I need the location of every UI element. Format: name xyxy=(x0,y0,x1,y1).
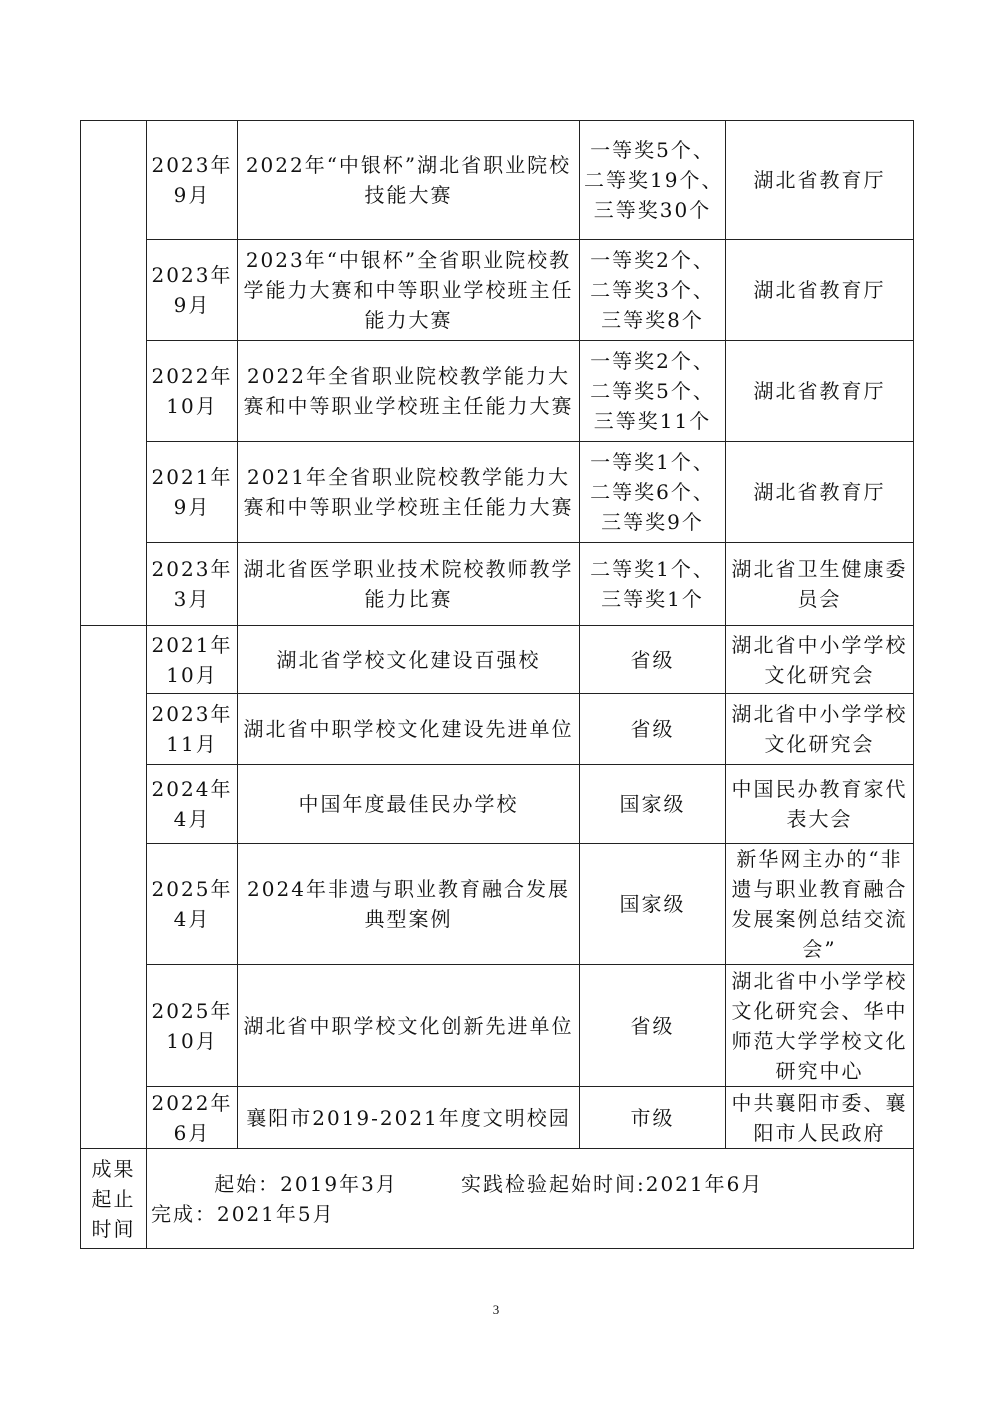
result-line: 国家级 xyxy=(619,792,686,816)
page-number: 3 xyxy=(492,1302,500,1317)
time-cell xyxy=(147,765,238,844)
result-cell xyxy=(580,694,726,765)
footer-row xyxy=(81,1149,914,1249)
time-year: 2023年 xyxy=(151,153,233,177)
time-month: 10月 xyxy=(166,1028,218,1053)
result-line: 二等奖5个、 xyxy=(590,379,715,403)
result-line: 一等奖2个、 xyxy=(590,248,715,272)
table-row xyxy=(81,765,914,844)
result-line: 三等奖1个 xyxy=(601,587,704,611)
result-line: 一等奖5个、 xyxy=(590,138,715,162)
result-line: 三等奖9个 xyxy=(601,510,704,534)
result-line: 二等奖6个、 xyxy=(590,480,715,504)
issuer-cell: 湖北省中小学学校文化研究会、华中师范大学学校文化研究中心 xyxy=(726,965,914,1087)
time-month: 9月 xyxy=(173,293,211,317)
table-row xyxy=(81,694,914,765)
time-month: 9月 xyxy=(173,183,211,207)
table-row xyxy=(81,626,914,694)
result-cell xyxy=(580,341,726,442)
time-cell xyxy=(147,694,238,765)
time-month: 10月 xyxy=(166,394,218,418)
issuer-cell: 中共襄阳市委、襄阳市人民政府 xyxy=(726,1087,914,1149)
time-month: 11月 xyxy=(166,732,218,756)
result-line: 三等奖11个 xyxy=(593,409,712,433)
time-month: 6月 xyxy=(173,1120,211,1145)
result-line: 三等奖30个 xyxy=(593,198,712,222)
table-row xyxy=(81,240,914,341)
time-cell xyxy=(147,844,238,965)
footer-label-line: 起止 xyxy=(91,1186,136,1211)
award-name-cell: 2021年全省职业院校教学能力大赛和中等职业学校班主任能力大赛 xyxy=(238,442,580,543)
award-name-cell: 2022年“中银杯”湖北省职业院校技能大赛 xyxy=(238,121,580,240)
table-row xyxy=(81,543,914,626)
practice-start-time: 实践检验起始时间:2021年6月 xyxy=(461,1171,764,1196)
category-cell-competitions xyxy=(81,121,147,626)
time-cell xyxy=(147,442,238,543)
time-cell xyxy=(147,965,238,1087)
result-line: 国家级 xyxy=(619,892,686,916)
completion-time: 完成：2021年5月 xyxy=(151,1201,335,1226)
time-month: 9月 xyxy=(173,495,211,519)
result-line: 省级 xyxy=(630,1013,675,1038)
result-line: 省级 xyxy=(630,647,675,672)
footer-line-1 xyxy=(151,1169,909,1199)
awards-table-body xyxy=(81,121,914,1249)
result-cell xyxy=(580,543,726,626)
result-cell xyxy=(580,240,726,341)
time-cell xyxy=(147,543,238,626)
award-name-cell: 中国年度最佳民办学校 xyxy=(238,765,580,844)
issuer-cell: 湖北省中小学学校文化研究会 xyxy=(726,626,914,694)
result-cell xyxy=(580,121,726,240)
time-year: 2021年 xyxy=(151,632,233,657)
time-month: 10月 xyxy=(166,662,218,687)
issuer-cell: 中国民办教育家代表大会 xyxy=(726,765,914,844)
result-cell xyxy=(580,765,726,844)
award-name-cell: 2022年全省职业院校教学能力大赛和中等职业学校班主任能力大赛 xyxy=(238,341,580,442)
result-cell xyxy=(580,1087,726,1149)
time-cell xyxy=(147,240,238,341)
time-year: 2025年 xyxy=(151,998,233,1023)
time-year: 2021年 xyxy=(151,465,233,489)
time-cell xyxy=(147,121,238,240)
result-line: 市级 xyxy=(630,1105,675,1130)
time-cell xyxy=(147,341,238,442)
issuer-cell: 湖北省教育厅 xyxy=(726,121,914,240)
time-year: 2022年 xyxy=(151,364,233,388)
time-month: 3月 xyxy=(173,587,211,611)
result-line: 二等奖1个、 xyxy=(590,557,715,581)
award-name-cell: 2024年非遗与职业教育融合发展典型案例 xyxy=(238,844,580,965)
result-cell xyxy=(580,626,726,694)
result-line: 二等奖3个、 xyxy=(590,278,715,302)
awards-table xyxy=(80,120,914,1249)
time-cell xyxy=(147,626,238,694)
table-row xyxy=(81,121,914,240)
award-name-cell: 湖北省中职学校文化创新先进单位 xyxy=(238,965,580,1087)
table-row xyxy=(81,341,914,442)
footer-content-cell xyxy=(147,1149,914,1249)
time-year: 2025年 xyxy=(151,877,233,901)
result-cell xyxy=(580,442,726,543)
time-year: 2024年 xyxy=(151,777,233,801)
result-line: 一等奖1个、 xyxy=(590,450,715,474)
footer-label-line: 时间 xyxy=(91,1216,136,1241)
award-name-cell: 湖北省中职学校文化建设先进单位 xyxy=(238,694,580,765)
award-name-cell: 湖北省学校文化建设百强校 xyxy=(238,626,580,694)
issuer-cell: 湖北省中小学学校文化研究会 xyxy=(726,694,914,765)
time-month: 4月 xyxy=(173,907,211,931)
footer-label-cell xyxy=(81,1149,147,1249)
issuer-cell: 湖北省卫生健康委员会 xyxy=(726,543,914,626)
result-cell xyxy=(580,844,726,965)
result-cell xyxy=(580,965,726,1087)
table-row xyxy=(81,442,914,543)
issuer-cell: 湖北省教育厅 xyxy=(726,341,914,442)
start-time: 起始：2019年3月 xyxy=(214,1171,398,1196)
award-name-cell: 湖北省医学职业技术院校教师教学能力比赛 xyxy=(238,543,580,626)
award-name-cell: 2023年“中银杯”全省职业院校教学能力大赛和中等职业学校班主任能力大赛 xyxy=(238,240,580,341)
time-cell xyxy=(147,1087,238,1149)
table-row xyxy=(81,1087,914,1149)
time-year: 2022年 xyxy=(151,1090,233,1115)
category-cell-honors xyxy=(81,626,147,1149)
result-line: 二等奖19个、 xyxy=(584,168,724,192)
time-year: 2023年 xyxy=(151,702,233,726)
issuer-cell: 新华网主办的“非遗与职业教育融合发展案例总结交流会” xyxy=(726,844,914,965)
time-month: 4月 xyxy=(173,807,211,831)
issuer-cell: 湖北省教育厅 xyxy=(726,442,914,543)
result-line: 省级 xyxy=(630,717,675,741)
time-year: 2023年 xyxy=(151,557,233,581)
result-line: 三等奖8个 xyxy=(601,308,704,332)
result-line: 一等奖2个、 xyxy=(590,349,715,373)
award-name-cell: 襄阳市2019-2021年度文明校园 xyxy=(238,1087,580,1149)
table-row xyxy=(81,965,914,1087)
issuer-cell: 湖北省教育厅 xyxy=(726,240,914,341)
time-year: 2023年 xyxy=(151,263,233,287)
footer-label-line: 成果 xyxy=(91,1156,136,1181)
table-row xyxy=(81,844,914,965)
